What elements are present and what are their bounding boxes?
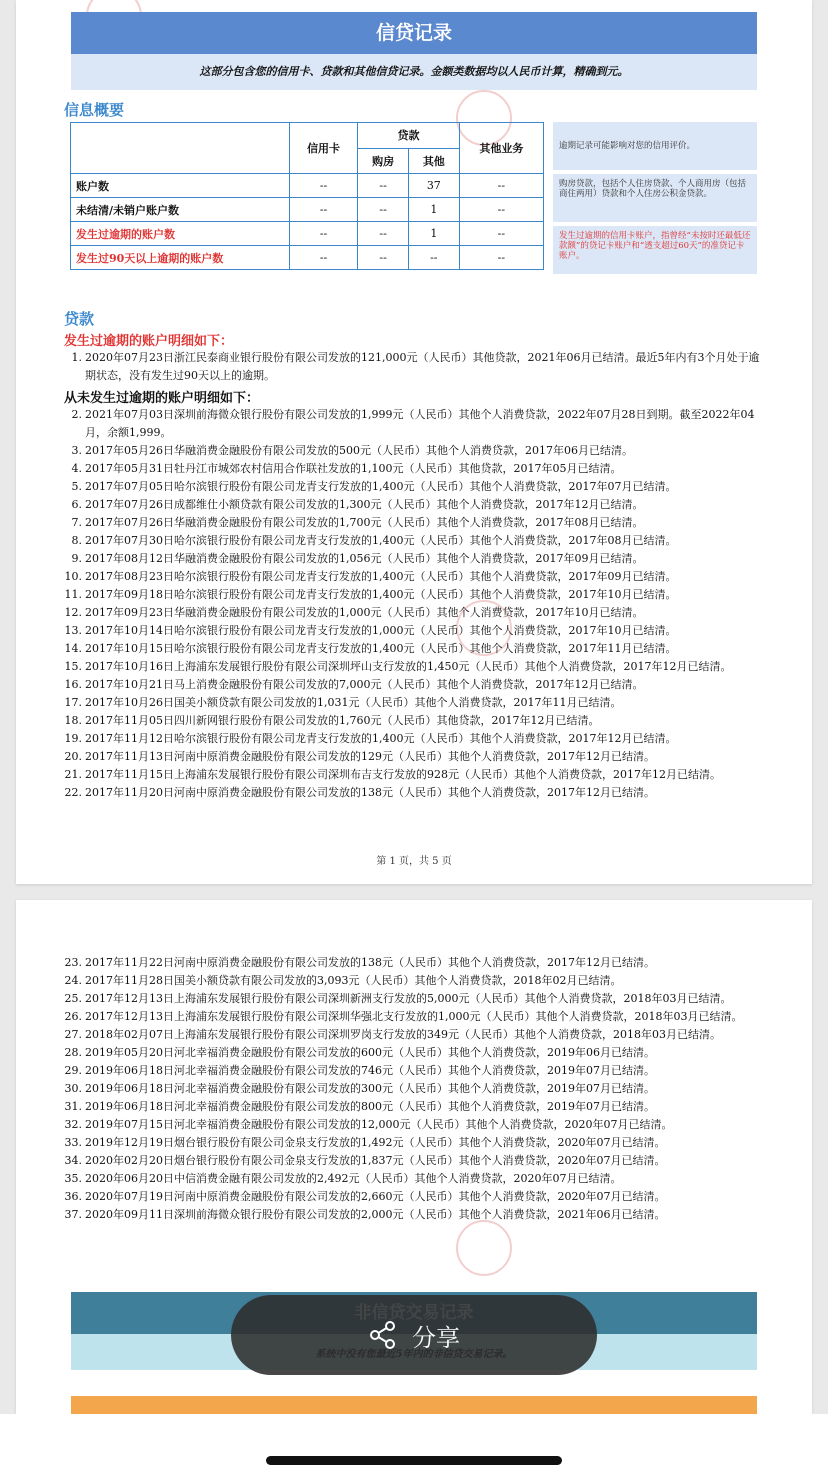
cell: -- bbox=[358, 246, 409, 270]
item-number: 34. bbox=[64, 1154, 82, 1167]
item-text: 2020年07月19日河南中原消费金融股份有限公司发放的2,660元（人民币）其他个人消费贷款，2020年07月已结清。 bbox=[85, 1190, 666, 1203]
item-text: 2019年05月20日河北幸福消费金融股份有限公司发放的600元（人民币）其他个人消费贷款，2019年06月已结清。 bbox=[85, 1046, 655, 1059]
item-number: 22. bbox=[64, 786, 82, 799]
list-item bbox=[64, 460, 764, 478]
report-page-1 bbox=[16, 0, 812, 884]
row-label: 账户数 bbox=[71, 174, 290, 198]
item-number: 13. bbox=[64, 624, 82, 637]
item-text: 2017年10月21日马上消费金融股份有限公司发放的7,000元（人民币）其他个人消费贷款，2017年12月已结清。 bbox=[85, 678, 644, 691]
credit-record-subtitle: 这部分包含您的信用卡、贷款和其他信贷记录。金额类数据均以人民币计算，精确到元。 bbox=[71, 54, 757, 90]
credit-record-banner: 信贷记录 bbox=[71, 12, 757, 54]
item-text: 2017年11月22日河南中原消费金融股份有限公司发放的138元（人民币）其他个人消费贷款，2017年12月已结清。 bbox=[85, 956, 655, 969]
list-item bbox=[64, 748, 764, 766]
item-number: 35. bbox=[64, 1172, 82, 1185]
list-item bbox=[64, 550, 764, 568]
table-row bbox=[71, 198, 544, 222]
item-text: 2017年12月13日上海浦东发展银行股份有限公司深圳新洲支行发放的5,000元（人民币）其他个人消费贷款，2018年03月已结清。 bbox=[85, 992, 732, 1005]
list-item bbox=[64, 712, 764, 730]
item-number: 32. bbox=[64, 1118, 82, 1131]
cell: -- bbox=[289, 246, 357, 270]
item-text: 2017年11月12日哈尔滨银行股份有限公司龙青支行发放的1,400元（人民币）其他个人消费贷款，2017年12月已结清。 bbox=[85, 732, 677, 745]
item-text: 2017年11月20日河南中原消费金融股份有限公司发放的138元（人民币）其他个人消费贷款，2017年12月已结清。 bbox=[85, 786, 655, 799]
item-number: 33. bbox=[64, 1136, 82, 1149]
cell: -- bbox=[459, 198, 543, 222]
item-number: 19. bbox=[64, 732, 82, 745]
list-item bbox=[64, 349, 764, 385]
account-list-page1 bbox=[64, 406, 764, 802]
item-text: 2017年10月16日上海浦东发展银行股份有限公司深圳坪山支行发放的1,450元（人民币）其他个人消费贷款，2017年12月已结清。 bbox=[85, 660, 732, 673]
item-number: 12. bbox=[64, 606, 82, 619]
item-text: 2017年11月13日河南中原消费金融股份有限公司发放的129元（人民币）其他个人消费贷款，2017年12月已结清。 bbox=[85, 750, 655, 763]
item-text: 2017年07月05日哈尔滨银行股份有限公司龙青支行发放的1,400元（人民币）其他个人消费贷款，2017年07月已结清。 bbox=[85, 480, 677, 493]
item-text: 2019年06月18日河北幸福消费金融股份有限公司发放的800元（人民币）其他个人消费贷款，2019年07月已结清。 bbox=[85, 1100, 655, 1113]
item-number: 18. bbox=[64, 714, 82, 727]
table-row bbox=[71, 246, 544, 270]
item-text: 2020年09月11日深圳前海微众银行股份有限公司发放的2,000元（人民币）其他个人消费贷款，2021年06月已结清。 bbox=[85, 1208, 666, 1221]
col-house: 购房 bbox=[358, 148, 409, 174]
list-item bbox=[64, 496, 764, 514]
list-item bbox=[64, 1026, 764, 1044]
item-text: 2019年12月19日烟台银行股份有限公司金泉支行发放的1,492元（人民币）其他个人消费贷款，2020年07月已结清。 bbox=[85, 1136, 666, 1149]
table-row bbox=[71, 222, 544, 246]
item-number: 11. bbox=[64, 588, 82, 601]
home-indicator[interactable] bbox=[266, 1456, 562, 1465]
row-label: 未结清/未销户账户数 bbox=[71, 198, 290, 222]
list-item bbox=[64, 972, 764, 990]
item-text: 2021年07月03日深圳前海微众银行股份有限公司发放的1,999元（人民币）其他个人消费贷款，2022年07月28日到期。截至2022年04月，余额1,999。 bbox=[85, 408, 755, 439]
item-text: 2018年02月07日上海浦东发展银行股份有限公司深圳罗岗支行发放的349元（人民币）其他个人消费贷款，2018年03月已结清。 bbox=[85, 1028, 721, 1041]
overview-title: 信息概要 bbox=[64, 101, 125, 119]
item-text: 2017年11月15日上海浦东发展银行股份有限公司深圳布吉支行发放的928元（人民币）其他个人消费贷款，2017年12月已结清。 bbox=[85, 768, 721, 781]
list-item bbox=[64, 1044, 764, 1062]
list-item bbox=[64, 640, 764, 658]
item-number: 15. bbox=[64, 660, 82, 673]
item-text: 2017年08月23日哈尔滨银行股份有限公司龙青支行发放的1,400元（人民币）其他个人消费贷款，2017年09月已结清。 bbox=[85, 570, 677, 583]
item-text: 2017年05月26日华融消费金融股份有限公司发放的500元（人民币）其他个人消费贷款，2017年06月已结清。 bbox=[85, 444, 633, 457]
item-number: 31. bbox=[64, 1100, 82, 1113]
list-item bbox=[64, 1170, 764, 1188]
col-credit-card: 信用卡 bbox=[289, 123, 357, 174]
list-item bbox=[64, 1188, 764, 1206]
item-text: 2020年06月20日中信消费金融有限公司发放的2,492元（人民币）其他个人消费贷款，2020年07月已结清。 bbox=[85, 1172, 622, 1185]
next-section-banner bbox=[71, 1396, 757, 1414]
list-item bbox=[64, 622, 764, 640]
item-text: 2017年05月31日牡丹江市城郊农村信用合作联社发放的1,100元（人民币）其他贷款，2017年05月已结清。 bbox=[85, 462, 622, 475]
note-overdue-impact: 逾期记录可能影响对您的信用评价。 bbox=[553, 122, 757, 170]
list-item bbox=[64, 658, 764, 676]
item-number: 1. bbox=[71, 351, 82, 364]
cell: -- bbox=[459, 246, 543, 270]
item-number: 10. bbox=[64, 570, 82, 583]
row-label: 发生过逾期的账户数 bbox=[71, 222, 290, 246]
row-label: 发生过90天以上逾期的账户数 bbox=[71, 246, 290, 270]
item-number: 4. bbox=[71, 462, 82, 475]
account-list-page2 bbox=[64, 954, 764, 1224]
list-item bbox=[64, 766, 764, 784]
item-text: 2017年08月12日华融消费金融股份有限公司发放的1,056元（人民币）其他个人消费贷款，2017年09月已结清。 bbox=[85, 552, 644, 565]
cell: -- bbox=[289, 222, 357, 246]
list-item bbox=[64, 568, 764, 586]
list-item bbox=[64, 604, 764, 622]
list-item bbox=[64, 990, 764, 1008]
item-text: 2017年09月23日华融消费金融股份有限公司发放的1,000元（人民币）其他个人消费贷款，2017年10月已结清。 bbox=[85, 606, 644, 619]
list-item bbox=[64, 954, 764, 972]
item-number: 26. bbox=[64, 1010, 82, 1023]
col-loan: 贷款 bbox=[358, 123, 459, 149]
item-number: 28. bbox=[64, 1046, 82, 1059]
note-house-loan: 购房贷款，包括个人住房贷款、个人商用房（包括商住两用）贷款和个人住房公积金贷款。 bbox=[553, 174, 757, 222]
list-item bbox=[64, 514, 764, 532]
bottom-bar bbox=[0, 1414, 828, 1482]
loan-section-title: 贷款 bbox=[64, 310, 95, 328]
list-item bbox=[64, 1134, 764, 1152]
item-text: 2020年02月20日烟台银行股份有限公司金泉支行发放的1,837元（人民币）其他个人消费贷款，2020年07月已结清。 bbox=[85, 1154, 666, 1167]
item-text: 2017年07月26日成都维仕小额贷款有限公司发放的1,300元（人民币）其他个人消费贷款，2017年12月已结清。 bbox=[85, 498, 644, 511]
list-item bbox=[64, 532, 764, 550]
item-number: 14. bbox=[64, 642, 82, 655]
list-item bbox=[64, 1206, 764, 1224]
list-item bbox=[64, 1008, 764, 1026]
item-text: 2017年10月26日国美小额贷款有限公司发放的1,031元（人民币）其他个人消费贷款，2017年11月已结清。 bbox=[85, 696, 622, 709]
table-row bbox=[71, 174, 544, 198]
item-text: 2019年06月18日河北幸福消费金融股份有限公司发放的300元（人民币）其他个人消费贷款，2019年07月已结清。 bbox=[85, 1082, 655, 1095]
list-item bbox=[64, 1080, 764, 1098]
item-number: 20. bbox=[64, 750, 82, 763]
cell: -- bbox=[358, 174, 409, 198]
item-number: 36. bbox=[64, 1190, 82, 1203]
list-item bbox=[64, 1116, 764, 1134]
cell: -- bbox=[358, 198, 409, 222]
note-overdue-card: 发生过逾期的信用卡账户，指曾经“未按时还最低还款额”的贷记卡账户和“透支超过60天”的准贷记卡账户。 bbox=[553, 226, 757, 274]
cell: 37 bbox=[408, 174, 459, 198]
list-item bbox=[64, 730, 764, 748]
item-number: 5. bbox=[71, 480, 82, 493]
cell: -- bbox=[289, 198, 357, 222]
share-button[interactable] bbox=[231, 1295, 597, 1375]
item-text: 2017年10月14日哈尔滨银行股份有限公司龙青支行发放的1,000元（人民币）其他个人消费贷款，2017年10月已结清。 bbox=[85, 624, 677, 637]
overdue-heading: 发生过逾期的账户明细如下： bbox=[64, 334, 234, 349]
cell: 1 bbox=[408, 198, 459, 222]
list-item bbox=[64, 1152, 764, 1170]
item-text: 2019年07月15日河北幸福消费金融股份有限公司发放的12,000元（人民币）其他个人消费贷款，2020年07月已结清。 bbox=[85, 1118, 673, 1131]
share-label: 分享 bbox=[412, 1323, 460, 1352]
item-number: 8. bbox=[71, 534, 82, 547]
item-number: 9. bbox=[71, 552, 82, 565]
list-item bbox=[64, 478, 764, 496]
col-other: 其他 bbox=[408, 148, 459, 174]
cell: 1 bbox=[408, 222, 459, 246]
list-item bbox=[64, 442, 764, 460]
table-corner bbox=[71, 123, 290, 174]
list-item bbox=[64, 586, 764, 604]
item-number: 29. bbox=[64, 1064, 82, 1077]
item-number: 24. bbox=[64, 974, 82, 987]
item-text: 2017年09月18日哈尔滨银行股份有限公司龙青支行发放的1,400元（人民币）其他个人消费贷款，2017年10月已结清。 bbox=[85, 588, 677, 601]
item-number: 27. bbox=[64, 1028, 82, 1041]
cell: -- bbox=[459, 222, 543, 246]
overview-table bbox=[70, 122, 544, 270]
cell: -- bbox=[459, 174, 543, 198]
seal-stamp bbox=[456, 1220, 512, 1276]
item-number: 30. bbox=[64, 1082, 82, 1095]
page-number: 第 1 页，共 5 页 bbox=[376, 856, 452, 867]
item-number: 23. bbox=[64, 956, 82, 969]
cell: -- bbox=[408, 246, 459, 270]
overdue-list bbox=[64, 349, 764, 385]
list-item bbox=[64, 1098, 764, 1116]
item-number: 3. bbox=[71, 444, 82, 457]
item-number: 2. bbox=[71, 408, 82, 421]
list-item bbox=[64, 1062, 764, 1080]
no-overdue-heading: 从未发生过逾期的账户明细如下： bbox=[64, 391, 260, 406]
item-text: 2017年11月05日四川新网银行股份有限公司发放的1,760元（人民币）其他贷款，2017年12月已结清。 bbox=[85, 714, 600, 727]
item-text: 2020年07月23日浙江民泰商业银行股份有限公司发放的121,000元（人民币）其他贷款，2021年06月已结清。最近5年内有3个月处于逾期状态，没有发生过90天以上的逾期。 bbox=[85, 351, 760, 382]
item-text: 2017年12月13日上海浦东发展银行股份有限公司深圳华强北支行发放的1,000元（人民币）其他个人消费贷款，2018年03月已结清。 bbox=[85, 1010, 743, 1023]
item-text: 2017年07月30日哈尔滨银行股份有限公司龙青支行发放的1,400元（人民币）其他个人消费贷款，2017年08月已结清。 bbox=[85, 534, 677, 547]
share-icon bbox=[368, 1320, 398, 1350]
item-number: 37. bbox=[64, 1208, 82, 1221]
list-item bbox=[64, 406, 764, 442]
list-item bbox=[64, 676, 764, 694]
item-text: 2017年10月15日哈尔滨银行股份有限公司龙青支行发放的1,400元（人民币）其他个人消费贷款，2017年11月已结清。 bbox=[85, 642, 677, 655]
item-number: 6. bbox=[71, 498, 82, 511]
list-item bbox=[64, 694, 764, 712]
item-number: 16. bbox=[64, 678, 82, 691]
cell: -- bbox=[358, 222, 409, 246]
item-text: 2017年07月26日华融消费金融股份有限公司发放的1,700元（人民币）其他个人消费贷款，2017年08月已结清。 bbox=[85, 516, 644, 529]
item-text: 2017年11月28日国美小额贷款有限公司发放的3,093元（人民币）其他个人消费贷款，2018年02月已结清。 bbox=[85, 974, 622, 987]
item-number: 17. bbox=[64, 696, 82, 709]
item-number: 7. bbox=[71, 516, 82, 529]
col-other-business: 其他业务 bbox=[459, 123, 543, 174]
item-number: 25. bbox=[64, 992, 82, 1005]
item-number: 21. bbox=[64, 768, 82, 781]
cell: -- bbox=[289, 174, 357, 198]
list-item bbox=[64, 784, 764, 802]
item-text: 2019年06月18日河北幸福消费金融股份有限公司发放的746元（人民币）其他个人消费贷款，2019年07月已结清。 bbox=[85, 1064, 655, 1077]
